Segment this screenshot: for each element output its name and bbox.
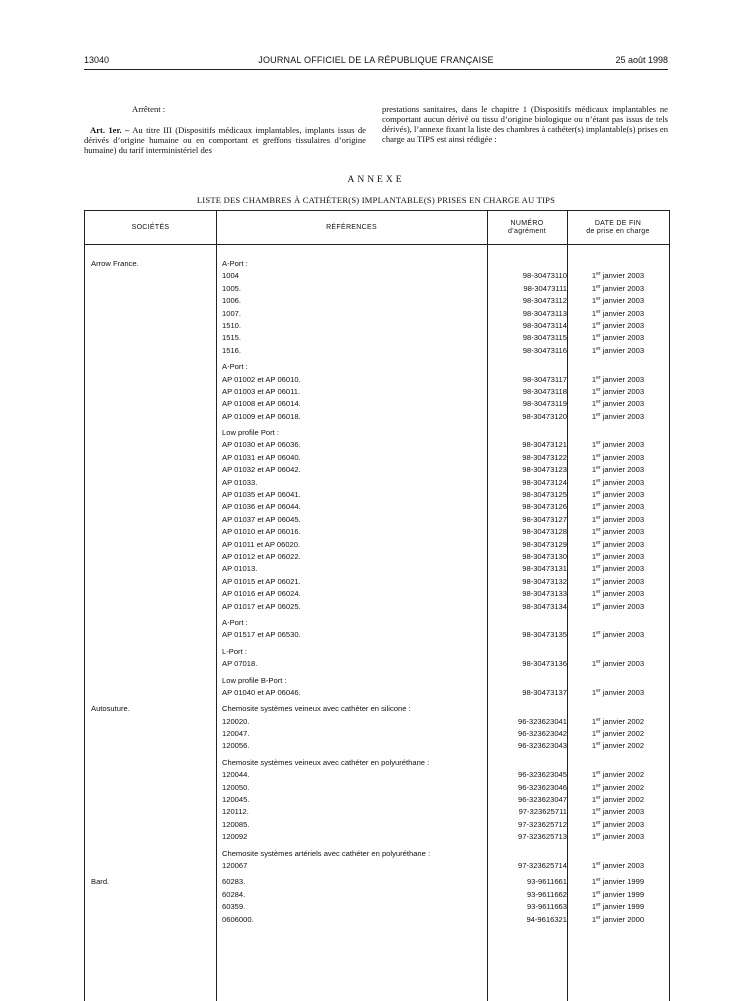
cell-numero: 98-30473115 <box>522 333 567 343</box>
journal-title: JOURNAL OFFICIEL DE LA RÉPUBLIQUE FRANÇAISE <box>258 55 494 65</box>
cell-date <box>567 629 669 641</box>
cell-date <box>567 386 669 398</box>
chambres-table <box>84 210 670 1001</box>
article-text-left: Au titre III (Dispositifs médicaux implantables, implants issus de dérivés d’origine humaine ou en comportant et greffons tissulaires d’origine humaine) du tarif interministériel des <box>84 125 366 155</box>
cell-reference: AP 01031 et AP 06040. <box>222 452 301 462</box>
date-ordinal: 1er <box>591 502 601 512</box>
cell-reference: 0606000. <box>222 914 254 924</box>
cell-date <box>567 398 669 410</box>
table-row <box>85 345 669 357</box>
cell-reference: 60359. <box>222 902 246 912</box>
cell-date <box>567 769 669 781</box>
cell-numero: 98-30473131 <box>522 564 567 574</box>
date-ordinal: 1er <box>591 589 601 599</box>
cell-date <box>567 477 669 489</box>
date-ordinal: 1er <box>591 308 601 318</box>
cell-numero: 98-30473119 <box>522 399 567 409</box>
table-row <box>85 464 669 476</box>
cell-numero: 98-30473114 <box>522 320 567 330</box>
cell-reference: AP 01013. <box>222 564 258 574</box>
date-text: janvier 2003 <box>602 283 645 293</box>
cell-numero: 93-9611661 <box>527 877 567 887</box>
date-text: janvier 2003 <box>602 807 645 817</box>
date-ordinal: 1er <box>591 465 601 475</box>
article-1-left <box>84 125 366 155</box>
cell-date <box>567 514 669 526</box>
cell-date <box>567 439 669 451</box>
cell-date <box>567 270 669 282</box>
date-ordinal: 1er <box>591 514 601 524</box>
table-row <box>85 514 669 526</box>
table-row <box>85 374 669 386</box>
table-row <box>85 526 669 538</box>
table-row <box>85 452 669 464</box>
header-date-line1: DATE DE FIN <box>594 219 642 227</box>
date-ordinal: 1er <box>591 283 601 293</box>
date-ordinal: 1er <box>591 877 601 887</box>
date-text: janvier 2003 <box>602 477 645 487</box>
table-row <box>85 270 669 282</box>
date-ordinal: 1er <box>591 564 601 574</box>
cell-reference: Low profile B-Port : <box>222 675 287 685</box>
cell-date <box>567 601 669 613</box>
date-text: janvier 2003 <box>602 296 645 306</box>
cell-numero: 97-323625714 <box>518 860 567 870</box>
cell-reference: AP 01036 et AP 06044. <box>222 502 301 512</box>
table-row <box>85 386 669 398</box>
cell-date <box>567 526 669 538</box>
cell-numero: 98-30473134 <box>522 601 567 611</box>
header-numero <box>487 211 567 244</box>
cell-date <box>567 283 669 295</box>
cell-reference: Chemosite systèmes veineux avec cathéter en polyuréthane : <box>222 757 430 767</box>
date-text: janvier 2003 <box>602 514 645 524</box>
cell-numero: 96-323623047 <box>518 795 567 805</box>
cell-reference: Chemosite systèmes artériels avec cathéter en polyuréthane : <box>222 848 431 858</box>
date-text: janvier 2003 <box>602 860 645 870</box>
table-row <box>85 728 669 740</box>
table-row <box>85 563 669 575</box>
cell-reference: AP 01040 et AP 06046. <box>222 687 301 697</box>
date-text: janvier 2003 <box>602 832 645 842</box>
cell-numero: 98-30473122 <box>522 452 567 462</box>
date-text: janvier 2003 <box>602 320 645 330</box>
preamble-left-column <box>84 104 366 155</box>
date-ordinal: 1er <box>591 902 601 912</box>
cell-reference: AP 01033. <box>222 477 258 487</box>
cell-reference: AP 01009 et AP 06018. <box>222 411 301 421</box>
arretent-line: Arrêtent : <box>132 104 166 114</box>
table-row <box>85 332 669 344</box>
cell-reference: AP 01010 et AP 06016. <box>222 527 301 537</box>
cell-date <box>567 901 669 913</box>
cell-reference: AP 07018. <box>222 659 258 669</box>
preamble-right-column <box>382 104 668 144</box>
cell-numero: 98-30473129 <box>522 539 567 549</box>
cell-reference: AP 01015 et AP 06021. <box>222 576 301 586</box>
table-row <box>85 588 669 600</box>
cell-reference: AP 01037 et AP 06045. <box>222 514 301 524</box>
table-row <box>85 308 669 320</box>
cell-date <box>567 332 669 344</box>
date-text: janvier 2003 <box>602 527 645 537</box>
issue-date: 25 août 1998 <box>615 55 668 65</box>
table-header-rule <box>85 244 669 245</box>
cell-reference: AP 01008 et AP 06014. <box>222 399 301 409</box>
cell-numero: 98-30473130 <box>522 551 567 561</box>
header-numero-line1: NUMÉRO <box>510 219 544 227</box>
cell-numero: 96-323623046 <box>518 782 567 792</box>
date-text: janvier 2002 <box>602 729 645 739</box>
date-text: janvier 2003 <box>602 502 645 512</box>
date-ordinal: 1er <box>591 741 601 751</box>
cell-numero: 98-30473137 <box>522 687 567 697</box>
date-ordinal: 1er <box>591 374 601 384</box>
cell-reference: 120092 <box>222 832 248 842</box>
table-row <box>85 489 669 501</box>
cell-date <box>567 374 669 386</box>
cell-numero: 98-30473112 <box>522 296 567 306</box>
cell-reference: AP 01017 et AP 06025. <box>222 601 301 611</box>
cell-societe: Bard. <box>91 877 110 887</box>
date-text: janvier 2003 <box>602 687 645 697</box>
header-date-line2: de prise en charge <box>586 227 650 235</box>
table-row <box>85 576 669 588</box>
date-ordinal: 1er <box>591 659 601 669</box>
date-text: janvier 2002 <box>602 770 645 780</box>
cell-numero: 93-9611663 <box>527 902 567 912</box>
date-ordinal: 1er <box>591 452 601 462</box>
date-ordinal: 1er <box>591 399 601 409</box>
date-text: janvier 2003 <box>602 345 645 355</box>
table-row <box>85 439 669 451</box>
date-ordinal: 1er <box>591 551 601 561</box>
cell-reference: AP 01016 et AP 06024. <box>222 589 301 599</box>
cell-reference: 1005. <box>222 283 242 293</box>
cell-date <box>567 320 669 332</box>
cell-reference: A-Port : <box>222 259 248 268</box>
cell-numero: 96-323623042 <box>518 729 567 739</box>
table-row <box>85 819 669 831</box>
header-societes: SOCIÉTÉS <box>131 223 170 231</box>
cell-numero: 98-30473117 <box>522 374 567 384</box>
table-row <box>85 716 669 728</box>
cell-reference: L-Port : <box>222 646 247 656</box>
date-text: janvier 2003 <box>602 271 645 281</box>
cell-date <box>567 345 669 357</box>
date-text: janvier 2002 <box>602 716 645 726</box>
date-text: janvier 2003 <box>602 386 645 396</box>
cell-reference: AP 01003 et AP 06011. <box>222 386 301 396</box>
cell-reference: 1516. <box>222 345 242 355</box>
cell-date <box>567 794 669 806</box>
cell-reference: AP 01035 et AP 06041. <box>222 490 301 500</box>
date-text: janvier 2003 <box>602 564 645 574</box>
cell-reference: 60284. <box>222 889 246 899</box>
annexe-title: ANNEXE <box>347 175 405 185</box>
cell-reference: 120056. <box>222 741 250 751</box>
date-ordinal: 1er <box>591 819 601 829</box>
cell-date <box>567 588 669 600</box>
table-row <box>85 848 669 860</box>
date-ordinal: 1er <box>591 440 601 450</box>
cell-reference: AP 01517 et AP 06530. <box>222 630 301 640</box>
date-ordinal: 1er <box>591 860 601 870</box>
table-row <box>85 889 669 901</box>
date-ordinal: 1er <box>591 320 601 330</box>
cell-reference: Low profile Port : <box>222 428 279 438</box>
cell-date <box>567 464 669 476</box>
date-ordinal: 1er <box>591 386 601 396</box>
cell-reference: 120112. <box>222 807 249 817</box>
table-row <box>85 831 669 843</box>
date-ordinal: 1er <box>591 914 601 924</box>
header-references: RÉFÉRENCES <box>326 223 377 231</box>
table-row <box>85 757 669 769</box>
date-text: janvier 2003 <box>602 333 645 343</box>
cell-date <box>567 782 669 794</box>
table-row <box>85 782 669 794</box>
date-ordinal: 1er <box>591 345 601 355</box>
date-text: janvier 1999 <box>602 877 645 887</box>
cell-numero: 94-9616321 <box>526 914 567 924</box>
date-text: janvier 2003 <box>602 630 645 640</box>
article-text-right: prestations sanitaires, dans le chapitre 1 (Dispositifs médicaux implantables ne comportant aucun dérivé ou tissu d’origine biologique ou n’étant pas issus de tels dérivés), l’annexe fixant la liste des chambres à cathéter(s) implantable(s) prises en charge au TIPS est ainsi rédigée : <box>382 104 668 144</box>
table-row <box>85 901 669 913</box>
cell-numero: 98-30473120 <box>522 411 567 421</box>
date-ordinal: 1er <box>591 832 601 842</box>
table-row <box>85 617 669 629</box>
date-ordinal: 1er <box>591 490 601 500</box>
cell-reference: AP 01012 et AP 06022. <box>222 551 301 561</box>
cell-date <box>567 576 669 588</box>
cell-numero: 98-30473110 <box>522 271 567 281</box>
table-row <box>85 860 669 872</box>
cell-date <box>567 411 669 423</box>
cell-date <box>567 889 669 901</box>
cell-numero: 97-323625713 <box>518 832 567 842</box>
cell-numero: 98-30473128 <box>522 527 567 537</box>
table-row <box>85 675 669 687</box>
date-ordinal: 1er <box>591 527 601 537</box>
page-header <box>84 55 668 69</box>
date-text: janvier 2003 <box>602 589 645 599</box>
table-row <box>85 539 669 551</box>
table-row <box>85 769 669 781</box>
table-row <box>85 646 669 658</box>
date-text: janvier 2000 <box>602 914 645 924</box>
table-row <box>85 658 669 670</box>
article-label: Art. 1er. – <box>90 125 130 135</box>
table-row <box>85 687 669 699</box>
cell-date <box>567 716 669 728</box>
date-text: janvier 2002 <box>602 741 645 751</box>
table-row <box>85 551 669 563</box>
cell-reference: AP 01011 et AP 06020. <box>222 539 301 549</box>
date-ordinal: 1er <box>591 477 601 487</box>
cell-reference: 1007. <box>222 308 242 318</box>
header-numero-line2: d’agrément <box>507 227 547 235</box>
cell-reference: 1004 <box>222 271 239 281</box>
date-ordinal: 1er <box>591 716 601 726</box>
date-ordinal: 1er <box>591 807 601 817</box>
cell-numero: 97-323625712 <box>518 819 567 829</box>
date-text: janvier 2003 <box>602 374 645 384</box>
cell-numero: 98-30473132 <box>522 576 567 586</box>
table-row <box>85 629 669 641</box>
cell-numero: 98-30473116 <box>522 345 567 355</box>
table-row <box>85 601 669 613</box>
date-ordinal: 1er <box>591 729 601 739</box>
cell-reference: 1006. <box>222 296 242 306</box>
date-text: janvier 2003 <box>602 490 645 500</box>
cell-reference: AP 01032 et AP 06042. <box>222 465 301 475</box>
table-row <box>85 806 669 818</box>
table-row <box>85 361 669 373</box>
date-text: janvier 2003 <box>602 576 645 586</box>
cell-date <box>567 806 669 818</box>
cell-reference: 120045. <box>222 795 250 805</box>
date-ordinal: 1er <box>591 889 601 899</box>
cell-numero: 96-323623043 <box>518 741 567 751</box>
cell-date <box>567 489 669 501</box>
cell-reference: AP 01030 et AP 06036. <box>222 440 301 450</box>
cell-numero: 93-9611662 <box>527 889 567 899</box>
date-text: janvier 2003 <box>602 399 645 409</box>
date-text: janvier 2003 <box>602 819 645 829</box>
date-text: janvier 1999 <box>602 889 645 899</box>
date-ordinal: 1er <box>591 411 601 421</box>
date-text: janvier 2003 <box>602 308 645 318</box>
cell-reference: 1510. <box>222 320 242 330</box>
cell-numero: 98-30473126 <box>522 502 567 512</box>
cell-numero: 98-30473121 <box>522 440 567 450</box>
cell-date <box>567 539 669 551</box>
date-ordinal: 1er <box>591 770 601 780</box>
cell-reference: 120085. <box>222 819 250 829</box>
date-ordinal: 1er <box>591 271 601 281</box>
date-text: janvier 2002 <box>602 782 645 792</box>
cell-date <box>567 860 669 872</box>
date-ordinal: 1er <box>591 539 601 549</box>
date-text: janvier 2003 <box>602 659 645 669</box>
cell-reference: 120044. <box>222 770 250 780</box>
table-row <box>85 283 669 295</box>
cell-date <box>567 295 669 307</box>
cell-date <box>567 308 669 320</box>
table-row <box>85 398 669 410</box>
table-row <box>85 914 669 926</box>
date-ordinal: 1er <box>591 576 601 586</box>
date-ordinal: 1er <box>591 601 601 611</box>
cell-reference: 120047. <box>222 729 250 739</box>
cell-reference: A-Port : <box>222 617 248 627</box>
cell-societe: Arrow France. <box>91 259 139 268</box>
table-row <box>85 740 669 752</box>
cell-numero: 98-30473127 <box>522 514 567 524</box>
date-text: janvier 2003 <box>602 452 645 462</box>
cell-date <box>567 914 669 926</box>
date-text: janvier 2003 <box>602 601 645 611</box>
cell-date <box>567 728 669 740</box>
cell-numero: 96-323623041 <box>518 716 567 726</box>
table-row <box>85 501 669 513</box>
cell-reference: 120020. <box>222 716 250 726</box>
cell-numero: 98-30473124 <box>522 477 567 487</box>
cell-numero: 98-30473136 <box>522 659 567 669</box>
table-row <box>85 411 669 423</box>
cell-date <box>567 740 669 752</box>
cell-reference: Chemosite systèmes veineux avec cathéter en silicone : <box>222 704 411 714</box>
cell-date <box>567 819 669 831</box>
table-body <box>85 258 669 926</box>
date-text: janvier 2003 <box>602 411 645 421</box>
date-text: janvier 2003 <box>602 440 645 450</box>
cell-reference: AP 01002 et AP 06010. <box>222 374 301 384</box>
cell-date <box>567 876 669 888</box>
date-text: janvier 2002 <box>602 795 645 805</box>
date-ordinal: 1er <box>591 782 601 792</box>
cell-numero: 98-30473113 <box>522 308 567 318</box>
cell-date <box>567 551 669 563</box>
date-ordinal: 1er <box>591 795 601 805</box>
cell-reference: 120067 <box>222 860 248 870</box>
table-row <box>85 427 669 439</box>
cell-numero: 98-30473111 <box>523 283 567 293</box>
table-row <box>85 258 669 270</box>
date-text: janvier 1999 <box>602 902 645 912</box>
table-row <box>85 295 669 307</box>
cell-date <box>567 831 669 843</box>
cell-date <box>567 563 669 575</box>
cell-date <box>567 687 669 699</box>
cell-numero: 98-30473125 <box>522 490 567 500</box>
table-row <box>85 320 669 332</box>
header-date <box>567 211 669 244</box>
cell-numero: 98-30473133 <box>522 589 567 599</box>
date-ordinal: 1er <box>591 333 601 343</box>
page-number: 13040 <box>84 55 110 65</box>
cell-reference: A-Port : <box>222 362 248 372</box>
cell-societe: Autosuture. <box>91 704 130 714</box>
cell-numero: 97-323625711 <box>518 807 567 817</box>
cell-numero: 98-30473123 <box>522 465 567 475</box>
cell-reference: 120050. <box>222 782 250 792</box>
cell-reference: 60283. <box>222 877 246 887</box>
date-text: janvier 2003 <box>602 465 645 475</box>
table-row <box>85 794 669 806</box>
date-text: janvier 2003 <box>602 551 645 561</box>
header-rule <box>84 69 668 70</box>
date-text: janvier 2003 <box>602 539 645 549</box>
table-row <box>85 876 669 888</box>
cell-date <box>567 452 669 464</box>
cell-numero: 96-323623045 <box>518 770 567 780</box>
cell-date <box>567 658 669 670</box>
date-ordinal: 1er <box>591 630 601 640</box>
date-ordinal: 1er <box>591 687 601 697</box>
cell-date <box>567 501 669 513</box>
annexe-subtitle: LISTE DES CHAMBRES À CATHÉTER(S) IMPLANTABLE(S) PRISES EN CHARGE AU TIPS <box>196 195 556 205</box>
cell-numero: 98-30473135 <box>522 630 567 640</box>
cell-numero: 98-30473118 <box>522 386 567 396</box>
cell-reference: 1515. <box>222 333 242 343</box>
table-row <box>85 703 669 715</box>
table-row <box>85 477 669 489</box>
date-ordinal: 1er <box>591 296 601 306</box>
